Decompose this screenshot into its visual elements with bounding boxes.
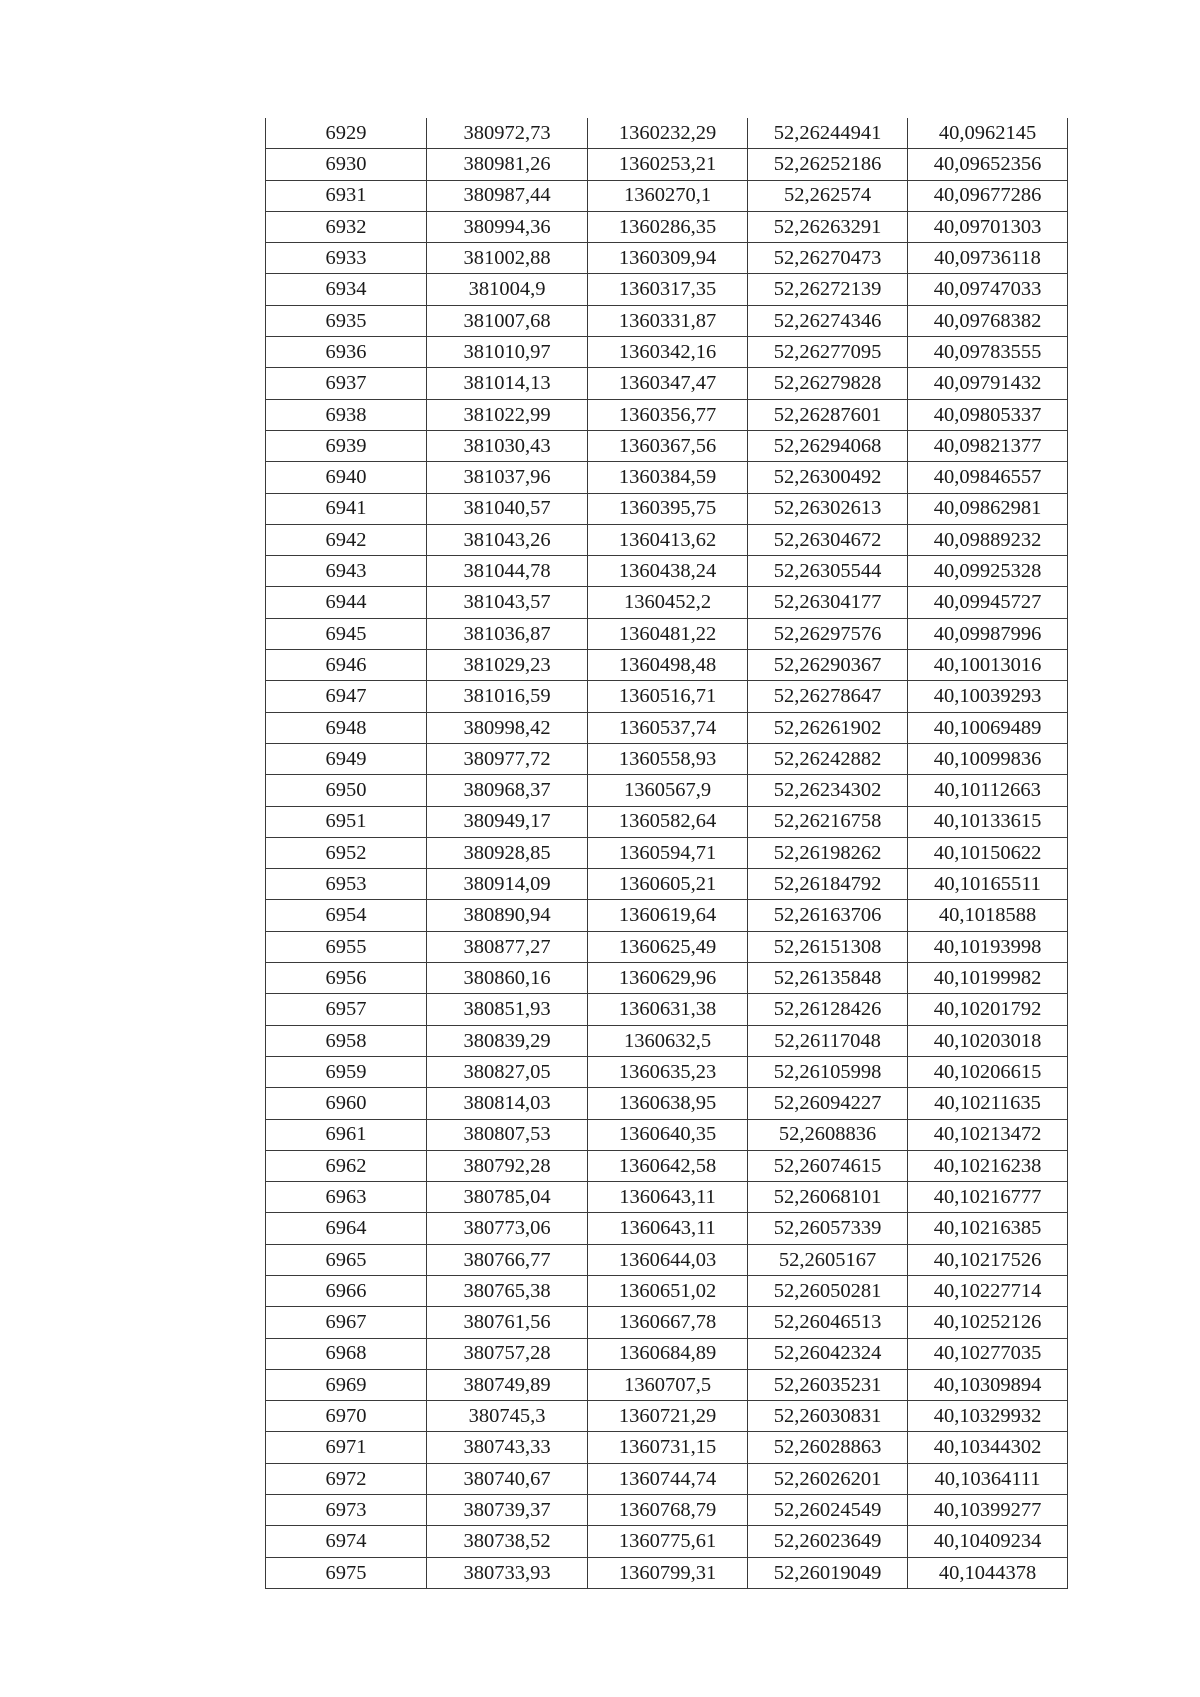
y-coordinate-cell: 1360707,5 (588, 1369, 748, 1400)
table-row (266, 1088, 1068, 1119)
table-row (266, 1495, 1068, 1526)
table-row (266, 1244, 1068, 1275)
table-row (266, 149, 1068, 180)
x-coordinate-cell: 381016,59 (427, 681, 588, 712)
point-number-cell: 6938 (266, 399, 427, 430)
point-number-cell: 6942 (266, 524, 427, 555)
x-coordinate-cell: 381030,43 (427, 430, 588, 461)
latitude-cell: 52,26046513 (748, 1307, 908, 1338)
latitude-cell: 52,26294068 (748, 430, 908, 461)
longitude-cell: 40,10165511 (908, 869, 1068, 900)
latitude-cell: 52,26290367 (748, 650, 908, 681)
longitude-cell: 40,10277035 (908, 1338, 1068, 1369)
latitude-cell: 52,26287601 (748, 399, 908, 430)
point-number-cell: 6944 (266, 587, 427, 618)
latitude-cell: 52,26278647 (748, 681, 908, 712)
latitude-cell: 52,26068101 (748, 1182, 908, 1213)
point-number-cell: 6960 (266, 1088, 427, 1119)
point-number-cell: 6950 (266, 775, 427, 806)
y-coordinate-cell: 1360799,31 (588, 1557, 748, 1588)
longitude-cell: 40,10069489 (908, 712, 1068, 743)
longitude-cell: 40,1018588 (908, 900, 1068, 931)
longitude-cell: 40,10039293 (908, 681, 1068, 712)
point-number-cell: 6936 (266, 337, 427, 368)
x-coordinate-cell: 381014,13 (427, 368, 588, 399)
y-coordinate-cell: 1360331,87 (588, 305, 748, 336)
table-row (266, 1025, 1068, 1056)
x-coordinate-cell: 381004,9 (427, 274, 588, 305)
y-coordinate-cell: 1360651,02 (588, 1275, 748, 1306)
table-row (266, 1056, 1068, 1087)
y-coordinate-cell: 1360317,35 (588, 274, 748, 305)
x-coordinate-cell: 381029,23 (427, 650, 588, 681)
table-row (266, 118, 1068, 149)
latitude-cell: 52,26074615 (748, 1150, 908, 1181)
x-coordinate-cell: 380981,26 (427, 149, 588, 180)
latitude-cell: 52,26135848 (748, 963, 908, 994)
y-coordinate-cell: 1360558,93 (588, 743, 748, 774)
table-row (266, 775, 1068, 806)
longitude-cell: 40,10409234 (908, 1526, 1068, 1557)
table-row (266, 243, 1068, 274)
longitude-cell: 40,10201792 (908, 994, 1068, 1025)
point-number-cell: 6949 (266, 743, 427, 774)
longitude-cell: 40,09889232 (908, 524, 1068, 555)
longitude-cell: 40,10252126 (908, 1307, 1068, 1338)
latitude-cell: 52,26252186 (748, 149, 908, 180)
x-coordinate-cell: 380766,77 (427, 1244, 588, 1275)
table-row (266, 1150, 1068, 1181)
point-number-cell: 6953 (266, 869, 427, 900)
latitude-cell: 52,26272139 (748, 274, 908, 305)
longitude-cell: 40,09987996 (908, 618, 1068, 649)
table-row (266, 1432, 1068, 1463)
longitude-cell: 40,10099836 (908, 743, 1068, 774)
latitude-cell: 52,26305544 (748, 556, 908, 587)
x-coordinate-cell: 381040,57 (427, 493, 588, 524)
longitude-cell: 40,10217526 (908, 1244, 1068, 1275)
point-number-cell: 6973 (266, 1495, 427, 1526)
point-number-cell: 6934 (266, 274, 427, 305)
point-number-cell: 6941 (266, 493, 427, 524)
table-row (266, 963, 1068, 994)
latitude-cell: 52,26263291 (748, 211, 908, 242)
x-coordinate-cell: 380949,17 (427, 806, 588, 837)
point-number-cell: 6937 (266, 368, 427, 399)
x-coordinate-cell: 381022,99 (427, 399, 588, 430)
x-coordinate-cell: 380749,89 (427, 1369, 588, 1400)
y-coordinate-cell: 1360395,75 (588, 493, 748, 524)
point-number-cell: 6968 (266, 1338, 427, 1369)
longitude-cell: 40,09747033 (908, 274, 1068, 305)
x-coordinate-cell: 381043,26 (427, 524, 588, 555)
y-coordinate-cell: 1360638,95 (588, 1088, 748, 1119)
table-row (266, 430, 1068, 461)
table-row (266, 305, 1068, 336)
table-row (266, 931, 1068, 962)
latitude-cell: 52,26117048 (748, 1025, 908, 1056)
y-coordinate-cell: 1360367,56 (588, 430, 748, 461)
latitude-cell: 52,26028863 (748, 1432, 908, 1463)
y-coordinate-cell: 1360567,9 (588, 775, 748, 806)
table-row (266, 368, 1068, 399)
longitude-cell: 40,09768382 (908, 305, 1068, 336)
x-coordinate-cell: 380977,72 (427, 743, 588, 774)
y-coordinate-cell: 1360342,16 (588, 337, 748, 368)
y-coordinate-cell: 1360452,2 (588, 587, 748, 618)
longitude-cell: 40,10206615 (908, 1056, 1068, 1087)
longitude-cell: 40,1044378 (908, 1557, 1068, 1588)
y-coordinate-cell: 1360644,03 (588, 1244, 748, 1275)
x-coordinate-cell: 380914,09 (427, 869, 588, 900)
x-coordinate-cell: 381044,78 (427, 556, 588, 587)
x-coordinate-cell: 380761,56 (427, 1307, 588, 1338)
point-number-cell: 6967 (266, 1307, 427, 1338)
longitude-cell: 40,10150622 (908, 837, 1068, 868)
latitude-cell: 52,26242882 (748, 743, 908, 774)
x-coordinate-cell: 380968,37 (427, 775, 588, 806)
latitude-cell: 52,26128426 (748, 994, 908, 1025)
y-coordinate-cell: 1360684,89 (588, 1338, 748, 1369)
point-number-cell: 6971 (266, 1432, 427, 1463)
longitude-cell: 40,10364111 (908, 1463, 1068, 1494)
table-row (266, 556, 1068, 587)
x-coordinate-cell: 380743,33 (427, 1432, 588, 1463)
x-coordinate-cell: 380738,52 (427, 1526, 588, 1557)
table-row (266, 337, 1068, 368)
longitude-cell: 40,10216385 (908, 1213, 1068, 1244)
table-body (266, 118, 1068, 1588)
point-number-cell: 6957 (266, 994, 427, 1025)
latitude-cell: 52,26094227 (748, 1088, 908, 1119)
latitude-cell: 52,26163706 (748, 900, 908, 931)
y-coordinate-cell: 1360642,58 (588, 1150, 748, 1181)
x-coordinate-cell: 381037,96 (427, 462, 588, 493)
table-row (266, 274, 1068, 305)
x-coordinate-cell: 380733,93 (427, 1557, 588, 1588)
table-row (266, 869, 1068, 900)
longitude-cell: 40,10211635 (908, 1088, 1068, 1119)
latitude-cell: 52,26234302 (748, 775, 908, 806)
latitude-cell: 52,26300492 (748, 462, 908, 493)
table-row (266, 1369, 1068, 1400)
y-coordinate-cell: 1360438,24 (588, 556, 748, 587)
point-number-cell: 6935 (266, 305, 427, 336)
y-coordinate-cell: 1360731,15 (588, 1432, 748, 1463)
point-number-cell: 6956 (266, 963, 427, 994)
table-row (266, 743, 1068, 774)
x-coordinate-cell: 380745,3 (427, 1401, 588, 1432)
x-coordinate-cell: 380827,05 (427, 1056, 588, 1087)
longitude-cell: 40,0962145 (908, 118, 1068, 149)
longitude-cell: 40,10193998 (908, 931, 1068, 962)
latitude-cell: 52,26026201 (748, 1463, 908, 1494)
latitude-cell: 52,26023649 (748, 1526, 908, 1557)
point-number-cell: 6958 (266, 1025, 427, 1056)
table-row (266, 650, 1068, 681)
point-number-cell: 6931 (266, 180, 427, 211)
latitude-cell: 52,26244941 (748, 118, 908, 149)
y-coordinate-cell: 1360625,49 (588, 931, 748, 962)
longitude-cell: 40,09701303 (908, 211, 1068, 242)
point-number-cell: 6972 (266, 1463, 427, 1494)
table-row (266, 1213, 1068, 1244)
point-number-cell: 6954 (266, 900, 427, 931)
longitude-cell: 40,09862981 (908, 493, 1068, 524)
y-coordinate-cell: 1360413,62 (588, 524, 748, 555)
table-row (266, 399, 1068, 430)
latitude-cell: 52,26302613 (748, 493, 908, 524)
latitude-cell: 52,262574 (748, 180, 908, 211)
y-coordinate-cell: 1360632,5 (588, 1025, 748, 1056)
x-coordinate-cell: 380998,42 (427, 712, 588, 743)
longitude-cell: 40,09925328 (908, 556, 1068, 587)
table-row (266, 681, 1068, 712)
table-row (266, 1526, 1068, 1557)
x-coordinate-cell: 380765,38 (427, 1275, 588, 1306)
y-coordinate-cell: 1360775,61 (588, 1526, 748, 1557)
latitude-cell: 52,26270473 (748, 243, 908, 274)
point-number-cell: 6930 (266, 149, 427, 180)
x-coordinate-cell: 380839,29 (427, 1025, 588, 1056)
point-number-cell: 6963 (266, 1182, 427, 1213)
x-coordinate-cell: 380851,93 (427, 994, 588, 1025)
y-coordinate-cell: 1360635,23 (588, 1056, 748, 1087)
point-number-cell: 6959 (266, 1056, 427, 1087)
point-number-cell: 6951 (266, 806, 427, 837)
longitude-cell: 40,10013016 (908, 650, 1068, 681)
x-coordinate-cell: 380994,36 (427, 211, 588, 242)
point-number-cell: 6929 (266, 118, 427, 149)
latitude-cell: 52,2605167 (748, 1244, 908, 1275)
x-coordinate-cell: 380987,44 (427, 180, 588, 211)
longitude-cell: 40,10112663 (908, 775, 1068, 806)
longitude-cell: 40,09652356 (908, 149, 1068, 180)
x-coordinate-cell: 380757,28 (427, 1338, 588, 1369)
longitude-cell: 40,10203018 (908, 1025, 1068, 1056)
x-coordinate-cell: 380739,37 (427, 1495, 588, 1526)
longitude-cell: 40,09945727 (908, 587, 1068, 618)
point-number-cell: 6939 (266, 430, 427, 461)
x-coordinate-cell: 381007,68 (427, 305, 588, 336)
x-coordinate-cell: 380972,73 (427, 118, 588, 149)
latitude-cell: 52,26050281 (748, 1275, 908, 1306)
y-coordinate-cell: 1360640,35 (588, 1119, 748, 1150)
y-coordinate-cell: 1360643,11 (588, 1182, 748, 1213)
longitude-cell: 40,10216238 (908, 1150, 1068, 1181)
longitude-cell: 40,09791432 (908, 368, 1068, 399)
y-coordinate-cell: 1360605,21 (588, 869, 748, 900)
point-number-cell: 6940 (266, 462, 427, 493)
y-coordinate-cell: 1360498,48 (588, 650, 748, 681)
latitude-cell: 52,26274346 (748, 305, 908, 336)
point-number-cell: 6933 (266, 243, 427, 274)
point-number-cell: 6975 (266, 1557, 427, 1588)
x-coordinate-cell: 380807,53 (427, 1119, 588, 1150)
x-coordinate-cell: 380814,03 (427, 1088, 588, 1119)
table-row (266, 712, 1068, 743)
x-coordinate-cell: 381010,97 (427, 337, 588, 368)
latitude-cell: 52,26057339 (748, 1213, 908, 1244)
longitude-cell: 40,09783555 (908, 337, 1068, 368)
longitude-cell: 40,10344302 (908, 1432, 1068, 1463)
longitude-cell: 40,09805337 (908, 399, 1068, 430)
table-row (266, 1307, 1068, 1338)
table-row (266, 1119, 1068, 1150)
longitude-cell: 40,10329932 (908, 1401, 1068, 1432)
longitude-cell: 40,10399277 (908, 1495, 1068, 1526)
point-number-cell: 6974 (266, 1526, 427, 1557)
table-row (266, 1463, 1068, 1494)
table-row (266, 994, 1068, 1025)
x-coordinate-cell: 380785,04 (427, 1182, 588, 1213)
point-number-cell: 6964 (266, 1213, 427, 1244)
y-coordinate-cell: 1360347,47 (588, 368, 748, 399)
y-coordinate-cell: 1360667,78 (588, 1307, 748, 1338)
table-row (266, 180, 1068, 211)
table-row (266, 493, 1068, 524)
y-coordinate-cell: 1360516,71 (588, 681, 748, 712)
table-row (266, 524, 1068, 555)
y-coordinate-cell: 1360721,29 (588, 1401, 748, 1432)
x-coordinate-cell: 380860,16 (427, 963, 588, 994)
y-coordinate-cell: 1360629,96 (588, 963, 748, 994)
x-coordinate-cell: 380928,85 (427, 837, 588, 868)
table-row (266, 1182, 1068, 1213)
y-coordinate-cell: 1360286,35 (588, 211, 748, 242)
latitude-cell: 52,26019049 (748, 1557, 908, 1588)
latitude-cell: 52,26030831 (748, 1401, 908, 1432)
latitude-cell: 52,26216758 (748, 806, 908, 837)
longitude-cell: 40,09846557 (908, 462, 1068, 493)
latitude-cell: 52,26304177 (748, 587, 908, 618)
latitude-cell: 52,26277095 (748, 337, 908, 368)
latitude-cell: 52,26035231 (748, 1369, 908, 1400)
longitude-cell: 40,10216777 (908, 1182, 1068, 1213)
table-row (266, 1338, 1068, 1369)
y-coordinate-cell: 1360619,64 (588, 900, 748, 931)
point-number-cell: 6947 (266, 681, 427, 712)
point-number-cell: 6943 (266, 556, 427, 587)
point-number-cell: 6965 (266, 1244, 427, 1275)
latitude-cell: 52,26261902 (748, 712, 908, 743)
y-coordinate-cell: 1360356,77 (588, 399, 748, 430)
y-coordinate-cell: 1360768,79 (588, 1495, 748, 1526)
longitude-cell: 40,10309894 (908, 1369, 1068, 1400)
latitude-cell: 52,26042324 (748, 1338, 908, 1369)
point-number-cell: 6969 (266, 1369, 427, 1400)
point-number-cell: 6970 (266, 1401, 427, 1432)
y-coordinate-cell: 1360643,11 (588, 1213, 748, 1244)
point-number-cell: 6961 (266, 1119, 427, 1150)
point-number-cell: 6932 (266, 211, 427, 242)
y-coordinate-cell: 1360582,64 (588, 806, 748, 837)
longitude-cell: 40,09736118 (908, 243, 1068, 274)
latitude-cell: 52,26184792 (748, 869, 908, 900)
table-row (266, 211, 1068, 242)
latitude-cell: 52,26304672 (748, 524, 908, 555)
x-coordinate-cell: 381036,87 (427, 618, 588, 649)
x-coordinate-cell: 380890,94 (427, 900, 588, 931)
point-number-cell: 6966 (266, 1275, 427, 1306)
point-number-cell: 6952 (266, 837, 427, 868)
latitude-cell: 52,26297576 (748, 618, 908, 649)
y-coordinate-cell: 1360232,29 (588, 118, 748, 149)
x-coordinate-cell: 380773,06 (427, 1213, 588, 1244)
table-row (266, 900, 1068, 931)
x-coordinate-cell: 380740,67 (427, 1463, 588, 1494)
point-number-cell: 6946 (266, 650, 427, 681)
y-coordinate-cell: 1360253,21 (588, 149, 748, 180)
table-row (266, 462, 1068, 493)
x-coordinate-cell: 381002,88 (427, 243, 588, 274)
point-number-cell: 6955 (266, 931, 427, 962)
table-row (266, 806, 1068, 837)
longitude-cell: 40,10199982 (908, 963, 1068, 994)
latitude-cell: 52,26198262 (748, 837, 908, 868)
longitude-cell: 40,09821377 (908, 430, 1068, 461)
table-row (266, 1275, 1068, 1306)
table-row (266, 587, 1068, 618)
y-coordinate-cell: 1360384,59 (588, 462, 748, 493)
y-coordinate-cell: 1360631,38 (588, 994, 748, 1025)
longitude-cell: 40,10227714 (908, 1275, 1068, 1306)
table-row (266, 837, 1068, 868)
y-coordinate-cell: 1360270,1 (588, 180, 748, 211)
latitude-cell: 52,26105998 (748, 1056, 908, 1087)
x-coordinate-cell: 381043,57 (427, 587, 588, 618)
table-row (266, 1557, 1068, 1588)
latitude-cell: 52,26279828 (748, 368, 908, 399)
latitude-cell: 52,26151308 (748, 931, 908, 962)
longitude-cell: 40,10213472 (908, 1119, 1068, 1150)
latitude-cell: 52,26024549 (748, 1495, 908, 1526)
longitude-cell: 40,10133615 (908, 806, 1068, 837)
y-coordinate-cell: 1360481,22 (588, 618, 748, 649)
y-coordinate-cell: 1360594,71 (588, 837, 748, 868)
y-coordinate-cell: 1360537,74 (588, 712, 748, 743)
point-number-cell: 6962 (266, 1150, 427, 1181)
longitude-cell: 40,09677286 (908, 180, 1068, 211)
y-coordinate-cell: 1360309,94 (588, 243, 748, 274)
y-coordinate-cell: 1360744,74 (588, 1463, 748, 1494)
point-number-cell: 6945 (266, 618, 427, 649)
x-coordinate-cell: 380877,27 (427, 931, 588, 962)
coordinates-table (265, 118, 1068, 1589)
table-row (266, 1401, 1068, 1432)
x-coordinate-cell: 380792,28 (427, 1150, 588, 1181)
point-number-cell: 6948 (266, 712, 427, 743)
latitude-cell: 52,2608836 (748, 1119, 908, 1150)
table-row (266, 618, 1068, 649)
